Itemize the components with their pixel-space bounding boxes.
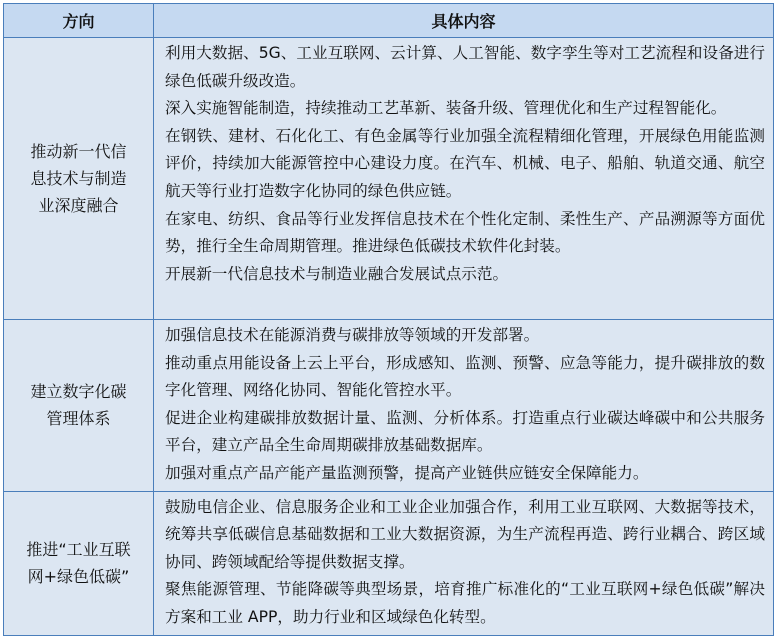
table-row bbox=[4, 320, 774, 492]
content-cell bbox=[154, 320, 774, 492]
direction-label: 建立数字化碳 bbox=[30, 382, 127, 402]
content-item: 促进企业构建碳排放数据计量、监测、分析体系。打造重点行业碳达峰碳中和公共服务平台，建立产品全生命周期碳排放基础数据库。 bbox=[165, 408, 765, 455]
header-row bbox=[4, 4, 774, 38]
content-item: 开展新一代信息技术与制造业融合发展试点示范。 bbox=[165, 264, 509, 283]
header-direction: 方向 bbox=[4, 4, 154, 38]
header-content: 具体内容 bbox=[154, 4, 774, 38]
direction-label: 息技术与制造 bbox=[30, 169, 127, 188]
direction-cell bbox=[4, 38, 154, 320]
direction-label: 推进“工业互联 bbox=[26, 540, 131, 560]
table-row bbox=[4, 491, 774, 635]
content-item: 在钢铁、建材、石化化工、有色金属等行业加强全流程精细化管理，开展绿色用能监测评价，持续加大能源管控中心建设力度。在汽车、机械、电子、船舶、轨道交通、航空航天等行业打造数字化协同的绿色供应链。 bbox=[165, 126, 765, 200]
policy-table bbox=[3, 3, 774, 636]
content-item: 加强对重点产品产能产量监测预警，提高产业链供应链安全保障能力。 bbox=[165, 463, 649, 482]
direction-label: 业深度融合 bbox=[38, 196, 119, 215]
content-cell bbox=[154, 491, 774, 635]
direction-cell bbox=[4, 491, 154, 635]
direction-label: 网+绿色低碳” bbox=[27, 567, 130, 587]
table-row bbox=[4, 38, 774, 320]
direction-label: 管理体系 bbox=[46, 409, 111, 429]
content-item: 利用大数据、5G、工业互联网、云计算、人工智能、数字孪生等对工艺流程和设备进行绿色低碳升级改造。 bbox=[165, 44, 765, 90]
direction-label: 推动新一代信 bbox=[30, 142, 127, 161]
content-item: 深入实施智能制造，持续推动工艺革新、装备升级、管理优化和生产过程智能化。 bbox=[165, 99, 727, 118]
content-item: 聚焦能源管理、节能降碳等典型场景，培育推广标准化的“工业互联网+绿色低碳”解决方案和工业 APP，助力行业和区域绿色化转型。 bbox=[165, 580, 765, 626]
content-cell bbox=[154, 38, 774, 320]
direction-cell bbox=[4, 320, 154, 492]
content-item: 鼓励电信企业、信息服务企业和工业企业加强合作，利用工业互联网、大数据等技术，统筹共享低碳信息基础数据和工业大数据资源，为生产流程再造、跨行业耦合、跨区域协同、跨领域配给等提供数据支撑。 bbox=[165, 497, 765, 571]
content-item: 推动重点用能设备上云上平台，形成感知、监测、预警、应急等能力，提升碳排放的数字化管理、网络化协同、智能化管控水平。 bbox=[165, 353, 765, 400]
content-item: 在家电、纺织、食品等行业发挥信息技术在个性化定制、柔性生产、产品溯源等方面优势，推行全生命周期管理。推进绿色低碳技术软件化封装。 bbox=[165, 209, 765, 256]
content-item: 加强信息技术在能源消费与碳排放等领域的开发部署。 bbox=[165, 326, 540, 344]
